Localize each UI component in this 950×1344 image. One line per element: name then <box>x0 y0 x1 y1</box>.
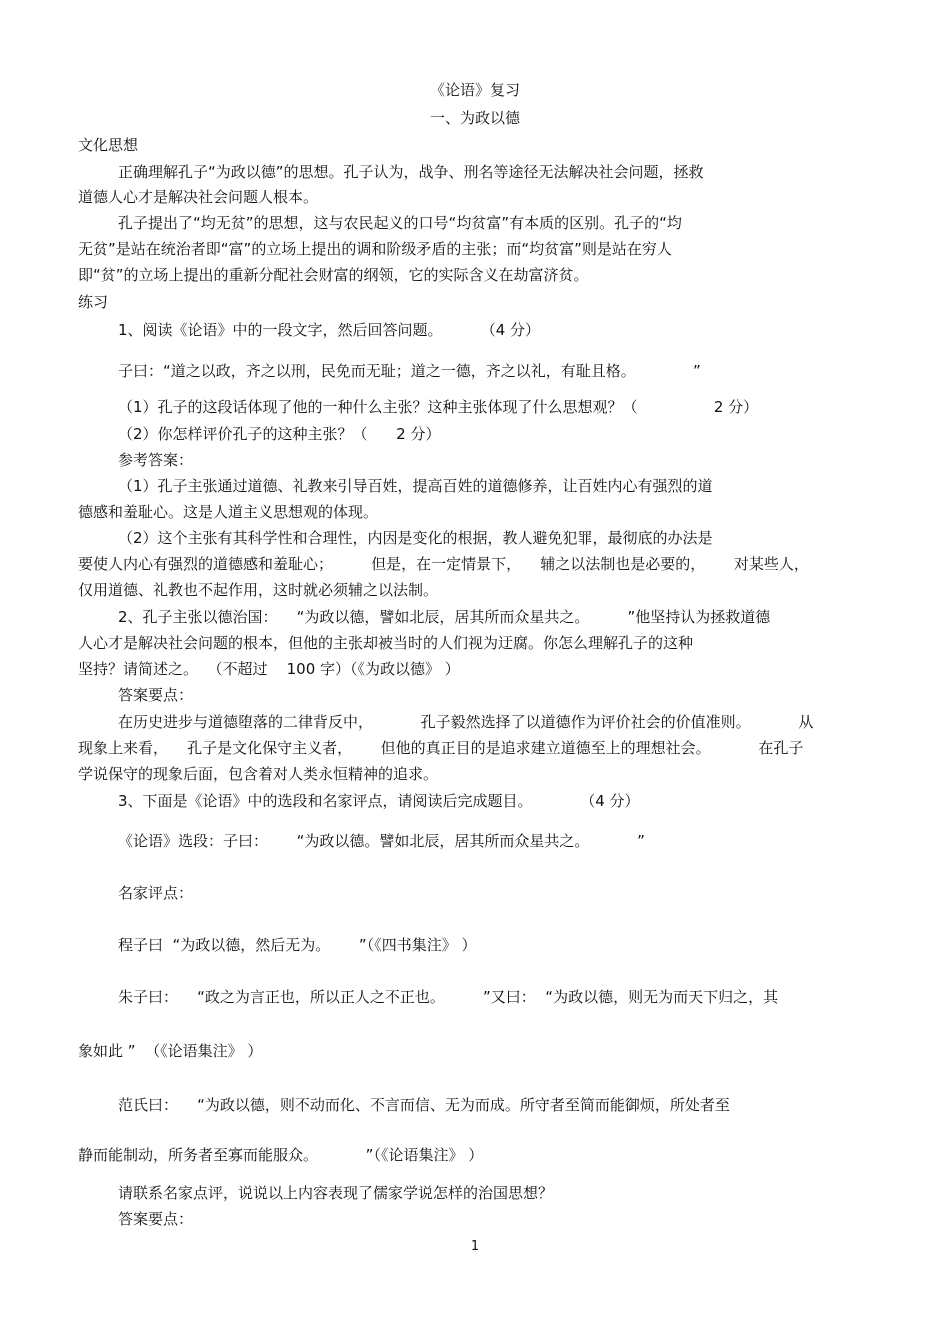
paragraph-line: 无贫”是站在统治者即“富”的立场上提出的调和阶级矛盾的主张；而“均贫富”则是站在穷人 <box>78 240 672 258</box>
question-3-excerpt: 《论语》选段：子曰： “为政以德。譬如北辰，居其所而众星共之。 ” <box>118 832 645 850</box>
paragraph-line: 孔子提出了“均无贫”的思想，这与农民起义的口号“均贫富”有本质的区别。孔子的“均 <box>118 214 682 232</box>
question-1-prompt: 1、阅读《论语》中的一段文字，然后回答问题。 （4 分） <box>118 321 541 339</box>
document-subtitle: 一、为政以德 <box>429 109 520 127</box>
question-2-answer-label: 答案要点： <box>118 686 194 704</box>
answer-line: 在历史进步与道德堕落的二律背反中， 孔子毅然选择了以道德作为评价社会的价值准则。 从 <box>118 713 814 731</box>
question-1-sub-1: （1）孔子的这段话体现了他的一种什么主张？这种主张体现了什么思想观？（ 2 分） <box>118 398 759 416</box>
question-1-quote: 子曰：“道之以政，齐之以刑，民免而无耻；道之一德，齐之以礼，有耻且格。 ” <box>118 362 701 380</box>
question-2-prompt-line: 坚持？请简述之。 （不超过 100 字）（《为政以德》 ） <box>78 660 460 678</box>
commentary-zhu: 朱子曰： “政之为言正也，所以正人之不正也。 ”又曰： “为政以德，则无为而天下归之，其 <box>118 988 779 1006</box>
question-3-prompt: 3、下面是《论语》中的选段和名家评点，请阅读后完成题目。 （4 分） <box>118 792 640 810</box>
page-number: 1 <box>470 1239 480 1254</box>
paragraph-line: 道德人心才是解决社会问题人根本。 <box>78 188 319 206</box>
paragraph-line: 正确理解孔子“为政以德”的思想。孔子认为，战争、刑名等途径无法解决社会问题，拯救 <box>118 163 704 181</box>
paragraph-line: 即“贫”的立场上提出的重新分配社会财富的纲领，它的实际含义在劫富济贫。 <box>78 266 589 284</box>
answer-line: 学说保守的现象后面，包含着对人类永恒精神的追求。 <box>78 765 439 783</box>
commentary-cheng: 程子曰 “为政以德，然后无为。 ”（《四书集注》 ） <box>118 936 477 954</box>
section-heading-culture: 文化思想 <box>78 136 139 154</box>
question-3-commentary-label: 名家评点： <box>118 884 194 902</box>
question-3-answer-label: 答案要点： <box>118 1210 194 1228</box>
document-title: 《论语》复习 <box>429 81 520 99</box>
answer-line: （2）这个主张有其科学性和合理性，内因是变化的根据，教人避免犯罪，最彻底的办法是 <box>118 529 713 547</box>
answer-line: 现象上来看， 孔子是文化保守主义者， 但他的真正目的是追求建立道德至上的理想社会。 在孔子 <box>78 739 804 757</box>
answer-line: 要使人内心有强烈的道德感和羞耻心； 但是，在一定情景下， 辅之以法制也是必要的， 对某些人， <box>78 555 809 573</box>
question-1-answer-label: 参考答案： <box>118 451 194 469</box>
commentary-fan-cont: 静而能制动，所务者至寡而能服众。 ”（《论语集注》 ） <box>78 1146 484 1164</box>
commentary-fan: 范氏曰： “为政以德，则不动而化、不言而信、无为而成。所守者至简而能御烦，所处者至 <box>118 1096 730 1114</box>
question-1-sub-2: （2）你怎样评价孔子的这种主张？（ 2 分） <box>118 425 441 443</box>
answer-line: 德感和羞耻心。这是人道主义思想观的体现。 <box>78 503 379 521</box>
question-3-question: 请联系名家点评，说说以上内容表现了儒家学说怎样的治国思想？ <box>118 1184 554 1202</box>
question-2-prompt-line: 人心才是解决社会问题的根本，但他的主张却被当时的人们视为迂腐。你怎么理解孔子的这种 <box>78 634 694 652</box>
section-heading-practice: 练习 <box>78 293 109 311</box>
commentary-zhu-cont: 象如此 ” （《论语集注》 ） <box>78 1042 263 1060</box>
answer-line: 仅用道德、礼教也不起作用，这时就必须辅之以法制。 <box>78 581 439 599</box>
question-2-prompt-line: 2、孔子主张以德治国： “为政以德，譬如北辰，居其所而众星共之。 ”他坚持认为拯救道德 <box>118 608 771 626</box>
answer-line: （1）孔子主张通过道德、礼教来引导百姓，提高百姓的道德修养，让百姓内心有强烈的道 <box>118 477 713 495</box>
